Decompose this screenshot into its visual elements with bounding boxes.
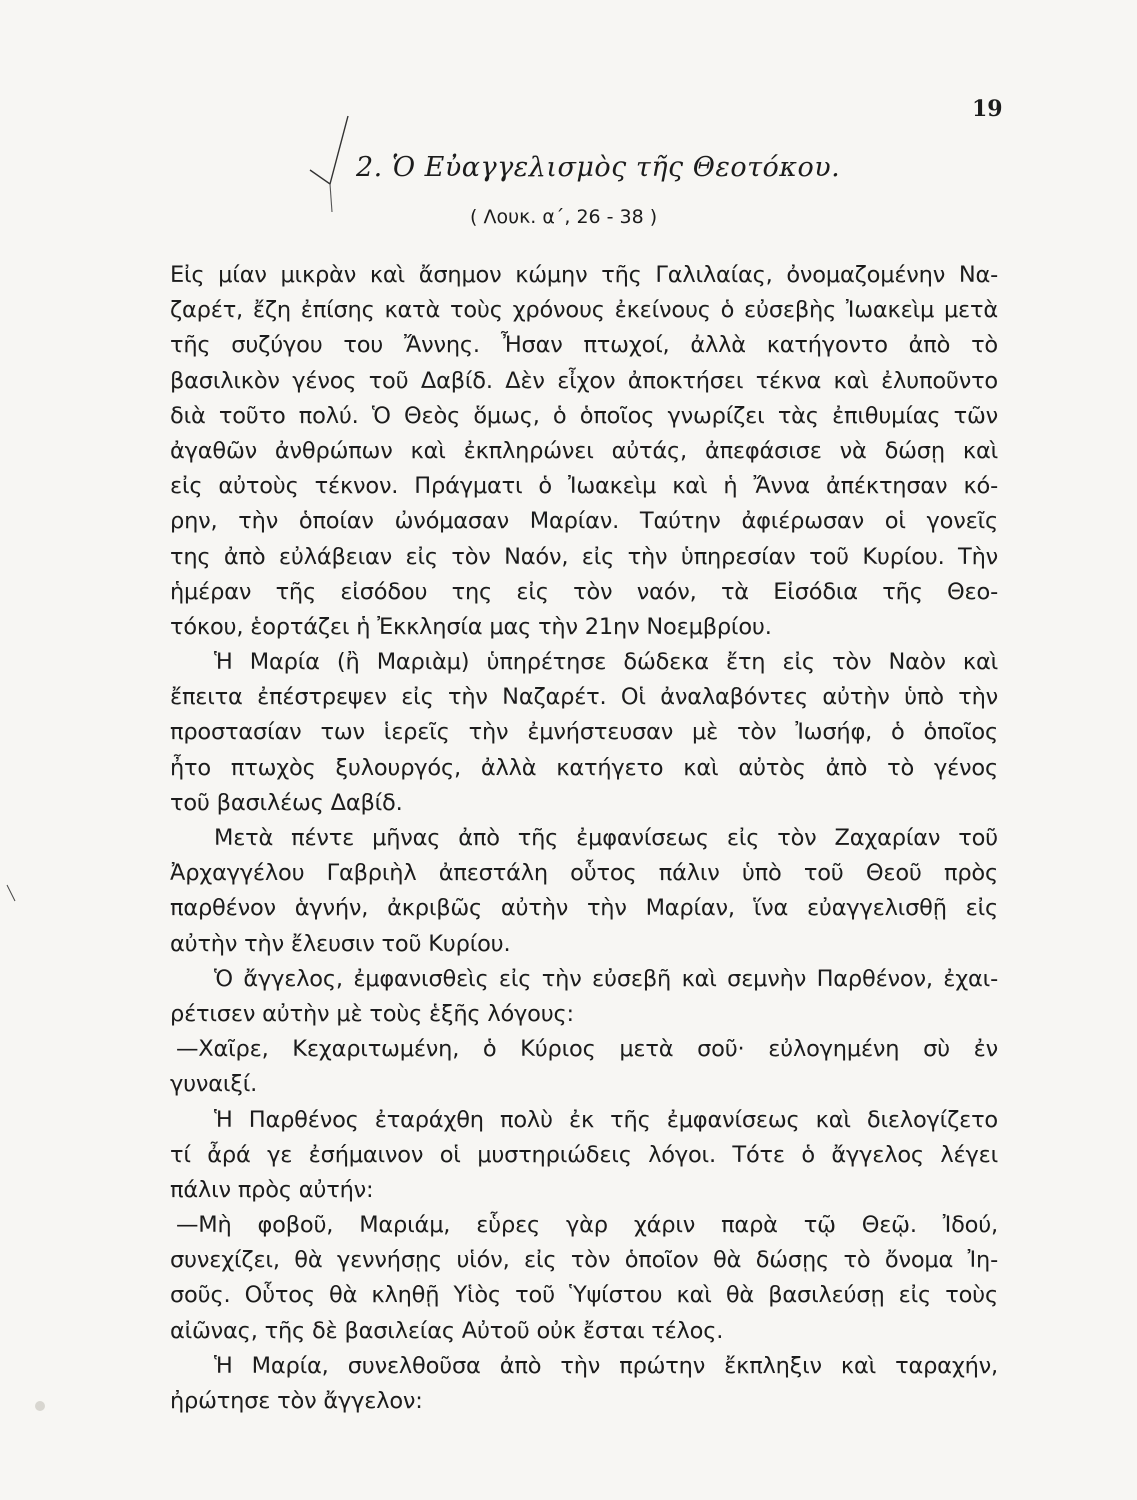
text-line: συνεχίζει, θὰ γεννήσῃς υἱόν, εἰς τὸν ὁποῖον θὰ δώσῃς τὸ ὄνομα Ἰη- <box>170 1247 998 1274</box>
text-line: ἔπειτα ἐπέστρεψεν εἰς τὴν Ναζαρέτ. Οἱ ἀναλαβόντες αὐτὴν ὑπὸ τὴν <box>170 684 998 711</box>
text-line: Μετὰ πέντε μῆνας ἀπὸ τῆς ἐμφανίσεως εἰς τὸν Ζαχαρίαν τοῦ <box>214 825 998 851</box>
text-line: τί ἆρά γε ἐσήμαινον οἱ μυστηριώδεις λόγοι. Τότε ὁ ἄγγελος λέγει <box>170 1141 998 1168</box>
text-line: βασιλικὸν γένος τοῦ Δαβίδ. Δὲν εἶχον ἀποκτήσει τέκνα καὶ ἐλυποῦντο <box>170 367 998 394</box>
text-line: Ἀρχαγγέλου Γαβριὴλ ἀπεστάλη οὗτος πάλιν ὑπὸ τοῦ Θεοῦ πρὸς <box>170 860 998 887</box>
text-line: αὐτὴν τὴν ἔλευσιν τοῦ Κυρίου. <box>170 930 511 957</box>
text-line: ἠρώτησε τὸν ἄγγελον: <box>170 1388 423 1414</box>
text-line: ρην, τὴν ὁποίαν ὠνόμασαν Μαρίαν. Ταύτην ἀφιέρωσαν οἱ γονεῖς <box>170 508 998 535</box>
page-number: 19 <box>972 96 1003 122</box>
stray-pencil-mark <box>6 884 16 902</box>
text-line: Ἡ Μαρία (ἢ Μαριὰμ) ὑπηρέτησε δώδεκα ἔτη εἰς τὸν Ναὸν καὶ <box>214 649 998 676</box>
text-line: προστασίαν των ἱερεῖς τὴν ἐμνήστευσαν μὲ τὸν Ἰωσήφ, ὁ ὁποῖος <box>170 719 998 746</box>
paper-smudge <box>32 1398 48 1414</box>
text-line: σοῦς. Οὗτος θὰ κληθῇ Υἱὸς τοῦ Ὑψίστου καὶ θὰ βασιλεύσῃ εἰς τοὺς <box>170 1282 998 1309</box>
text-line: —Χαῖρε, Κεχαριτωμένη, ὁ Κύριος μετὰ σοῦ· εὐλογημένη σὺ ἐν <box>176 1036 998 1063</box>
chapter-title: 2. Ὁ Εὐαγγελισμὸς τῆς Θεοτόκου. <box>356 152 841 183</box>
text-line: διὰ τοῦτο πολύ. Ὁ Θεὸς ὅμως, ὁ ὁποῖος γνωρίζει τὰς ἐπιθυμίας τῶν <box>170 402 998 429</box>
text-line: ἦτο πτωχὸς ξυλουργός, ἀλλὰ κατήγετο καὶ αὐτὸς ἀπὸ τὸ γένος <box>170 754 998 781</box>
text-line: της ἀπὸ εὐλάβειαν εἰς τὸν Ναόν, εἰς τὴν ὑπηρεσίαν τοῦ Κυρίου. Τὴν <box>170 543 998 570</box>
text-line: Ὁ ἄγγελος, ἐμφανισθεὶς εἰς τὴν εὐσεβῆ καὶ σεμνὴν Παρθένον, ἐχαι- <box>214 965 998 992</box>
text-line: παρθένον ἁγνήν, ἀκριβῶς αὐτὴν τὴν Μαρίαν, ἵνα εὐαγγελισθῇ εἰς <box>170 895 998 922</box>
text-line: Ἡ Παρθένος ἐταράχθη πολὺ ἐκ τῆς ἐμφανίσεως καὶ διελογίζετο <box>214 1106 998 1133</box>
text-line: —Μὴ φοβοῦ, Μαριάμ, εὗρες γὰρ χάριν παρὰ τῷ Θεῷ. Ἰδού, <box>176 1212 998 1239</box>
pencil-check-mark <box>308 112 358 222</box>
body-text <box>170 258 998 1419</box>
text-line: γυναιξί. <box>170 1071 258 1098</box>
text-line: τόκου, ἑορτάζει ἡ Ἐκκλησία μας τὴν 21ην Νοεμβρίου. <box>170 613 772 640</box>
text-line: τοῦ βασιλέως Δαβίδ. <box>170 789 403 816</box>
text-line: ἡμέραν τῆς εἰσόδου της εἰς τὸν ναόν, τὰ Εἰσόδια τῆς Θεο- <box>170 578 998 605</box>
text-line: ρέτισεν αὐτὴν μὲ τοὺς ἑξῆς λόγους: <box>170 1000 574 1027</box>
scripture-reference: ( Λουκ. α΄, 26 - 38 ) <box>470 206 658 228</box>
text-line: τῆς συζύγου του Ἄννης. Ἦσαν πτωχοί, ἀλλὰ κατήγοντο ἀπὸ τὸ <box>170 332 998 359</box>
text-line: πάλιν πρὸς αὐτήν: <box>170 1176 374 1203</box>
text-line: Ἡ Μαρία, συνελθοῦσα ἀπὸ τὴν πρώτην ἔκπληξιν καὶ ταραχήν, <box>214 1352 998 1379</box>
text-line: αἰῶνας, τῆς δὲ βασιλείας Αὐτοῦ οὐκ ἔσται τέλος. <box>170 1317 724 1344</box>
text-line: ἀγαθῶν ἀνθρώπων καὶ ἐκπληρώνει αὐτάς, ἀπεφάσισε νὰ δώσῃ καὶ <box>170 437 998 464</box>
text-line: Εἰς μίαν μικρὰν καὶ ἄσημον κώμην τῆς Γαλιλαίας, ὀνομαζομένην Να- <box>170 262 998 288</box>
text-line: εἰς αὐτοὺς τέκνον. Πράγματι ὁ Ἰωακεὶμ καὶ ἡ Ἄννα ἀπέκτησαν κό- <box>170 473 998 500</box>
text-line: ζαρέτ, ἔζη ἐπίσης κατὰ τοὺς χρόνους ἐκείνους ὁ εὐσεβὴς Ἰωακεὶμ μετὰ <box>170 297 998 324</box>
